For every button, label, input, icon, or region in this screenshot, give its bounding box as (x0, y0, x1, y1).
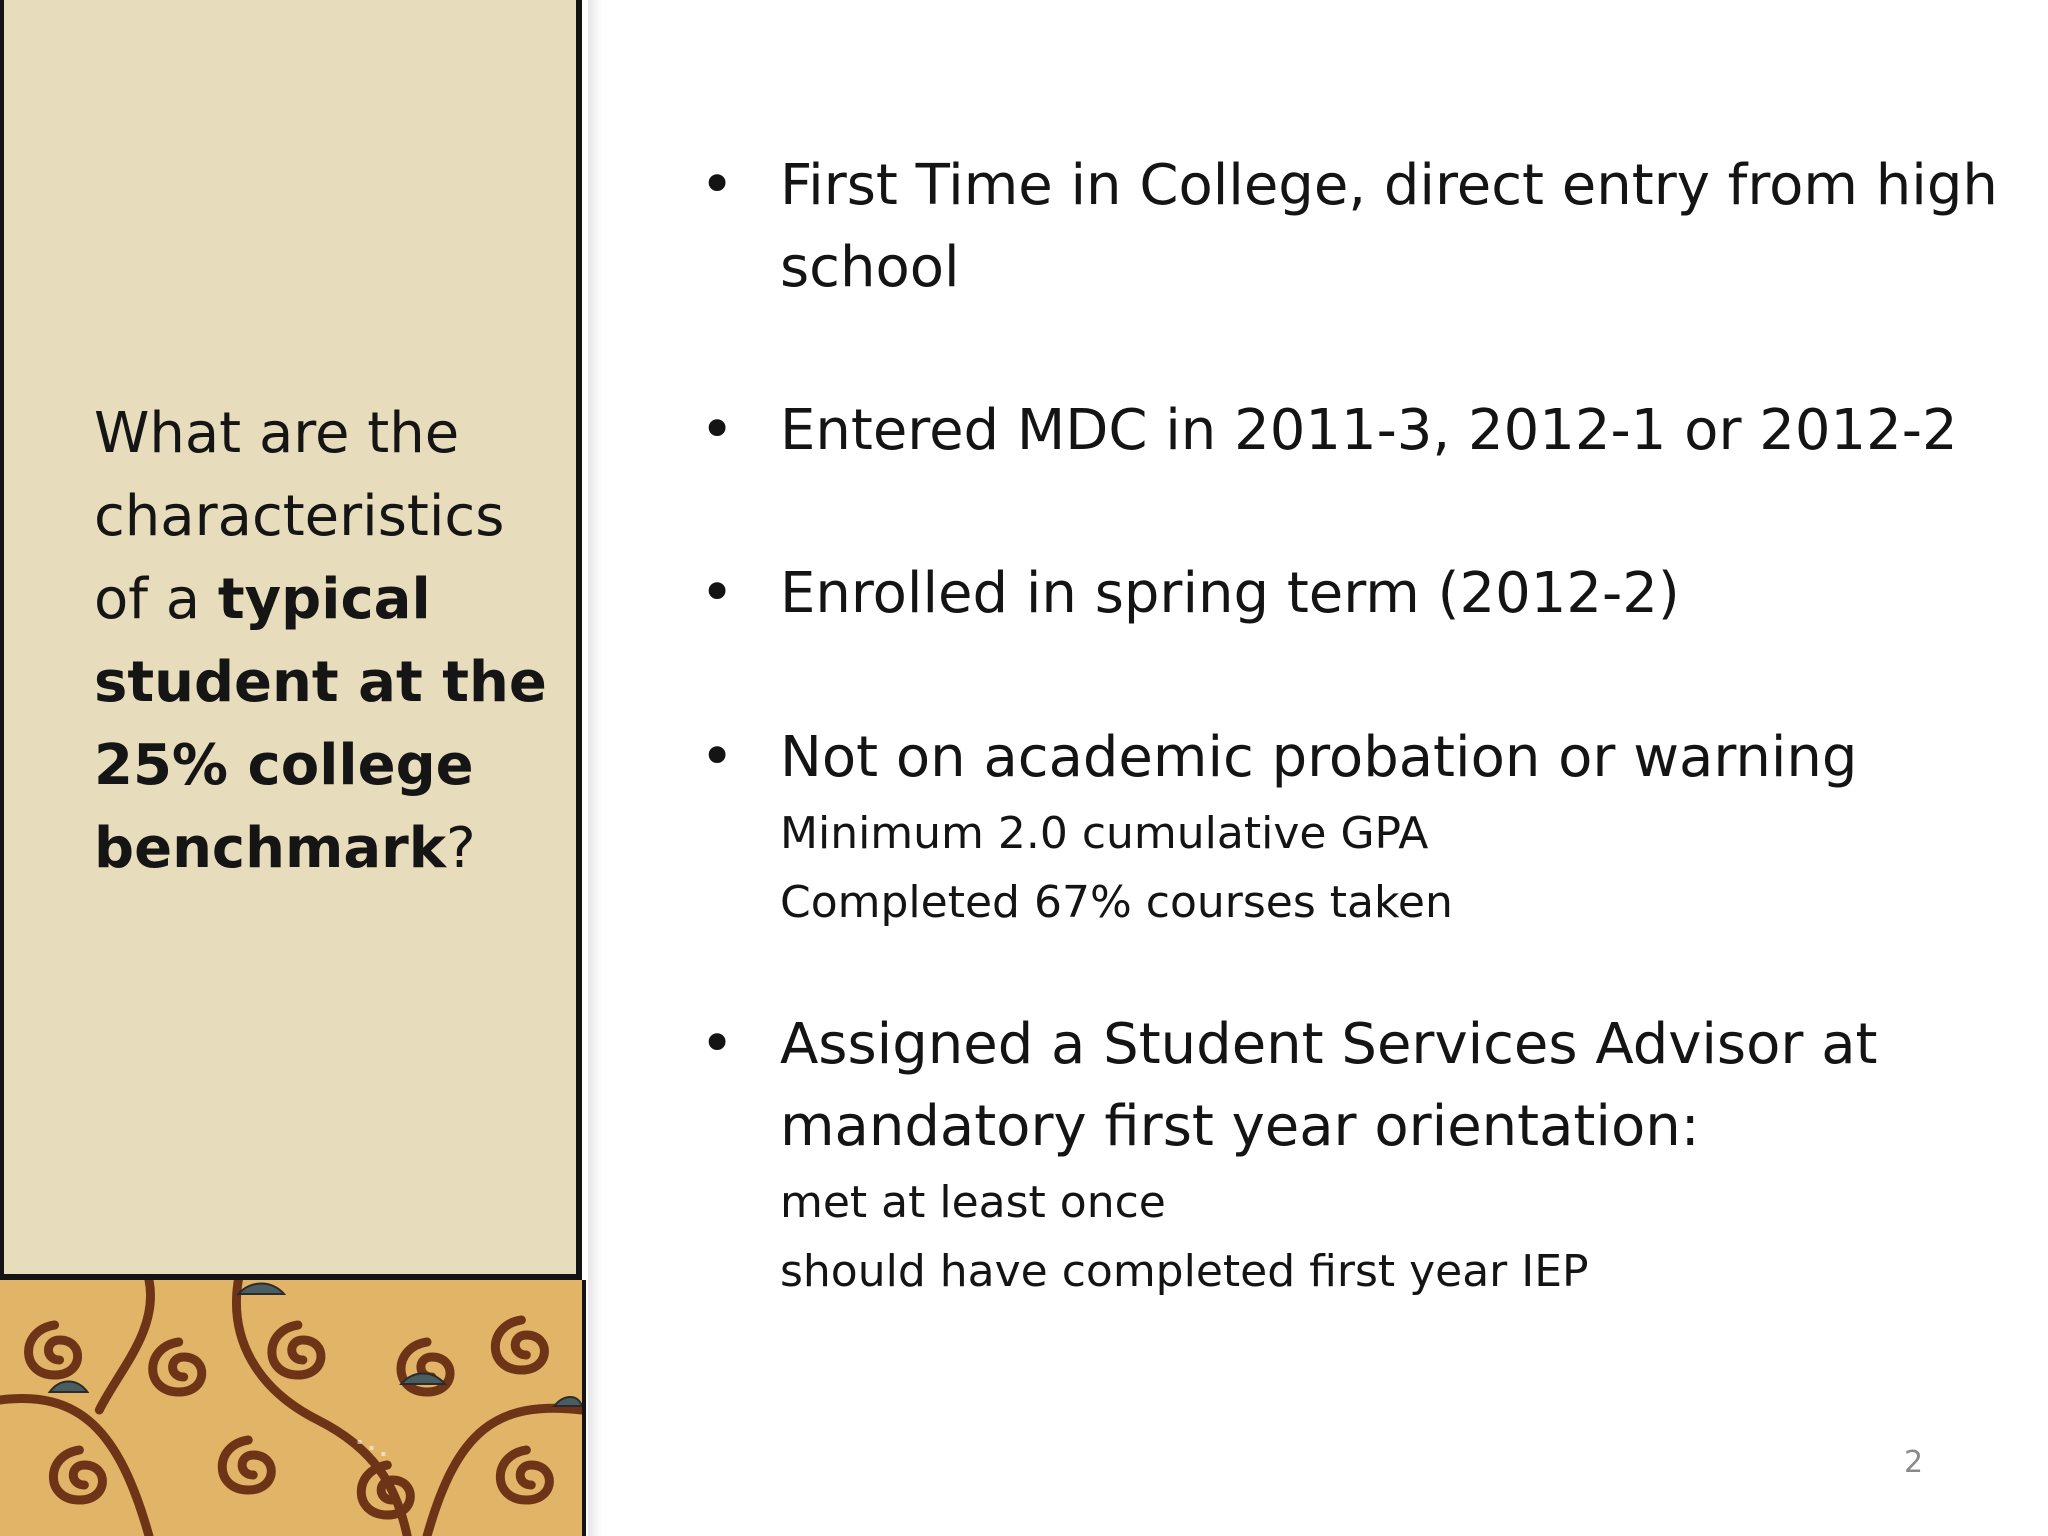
list-item (700, 553, 2048, 635)
list-item (700, 145, 2048, 309)
bullet-dot: • (700, 150, 735, 218)
bullet-dot: • (700, 395, 735, 463)
question-text: What are the characteristics of a (94, 401, 505, 632)
question-emphasis: typical student at the 25% college benchmark (94, 567, 547, 881)
list-item (700, 1004, 2048, 1306)
list-item (700, 717, 2048, 937)
sidebar-panel (0, 0, 582, 1280)
decorative-swirl-art (0, 1280, 586, 1536)
list-item-main-text: Assigned a Student Services Advisor at mandatory first year orientation: (780, 1012, 1878, 1159)
list-item-subtext: should have completed first year IEP (780, 1246, 1589, 1297)
list-item-subtext: Minimum 2.0 cumulative GPA (780, 808, 1429, 859)
bullet-dot: • (700, 722, 735, 790)
sidebar-shadow (588, 0, 602, 1536)
list-item-main-text: Not on academic probation or warning (780, 725, 1858, 790)
swirl-pattern-image (0, 1280, 582, 1536)
bullet-dot: • (700, 1009, 735, 1077)
list-item-main-text: Enrolled in spring term (2012-2) (780, 561, 1680, 626)
sidebar-question (94, 392, 564, 890)
question-mark: ? (446, 816, 476, 881)
bullet-dot: • (700, 558, 735, 626)
list-item-subtext: met at least once (780, 1177, 1166, 1228)
list-item-main-text: First Time in College, direct entry from high school (780, 153, 1998, 300)
list-item-main-text: Entered MDC in 2011-3, 2012-1 or 2012-2 (780, 398, 1958, 463)
page-number: 2 (1904, 1445, 1924, 1480)
list-item (700, 390, 2048, 472)
list-item-subtext: Completed 67% courses taken (780, 877, 1453, 928)
